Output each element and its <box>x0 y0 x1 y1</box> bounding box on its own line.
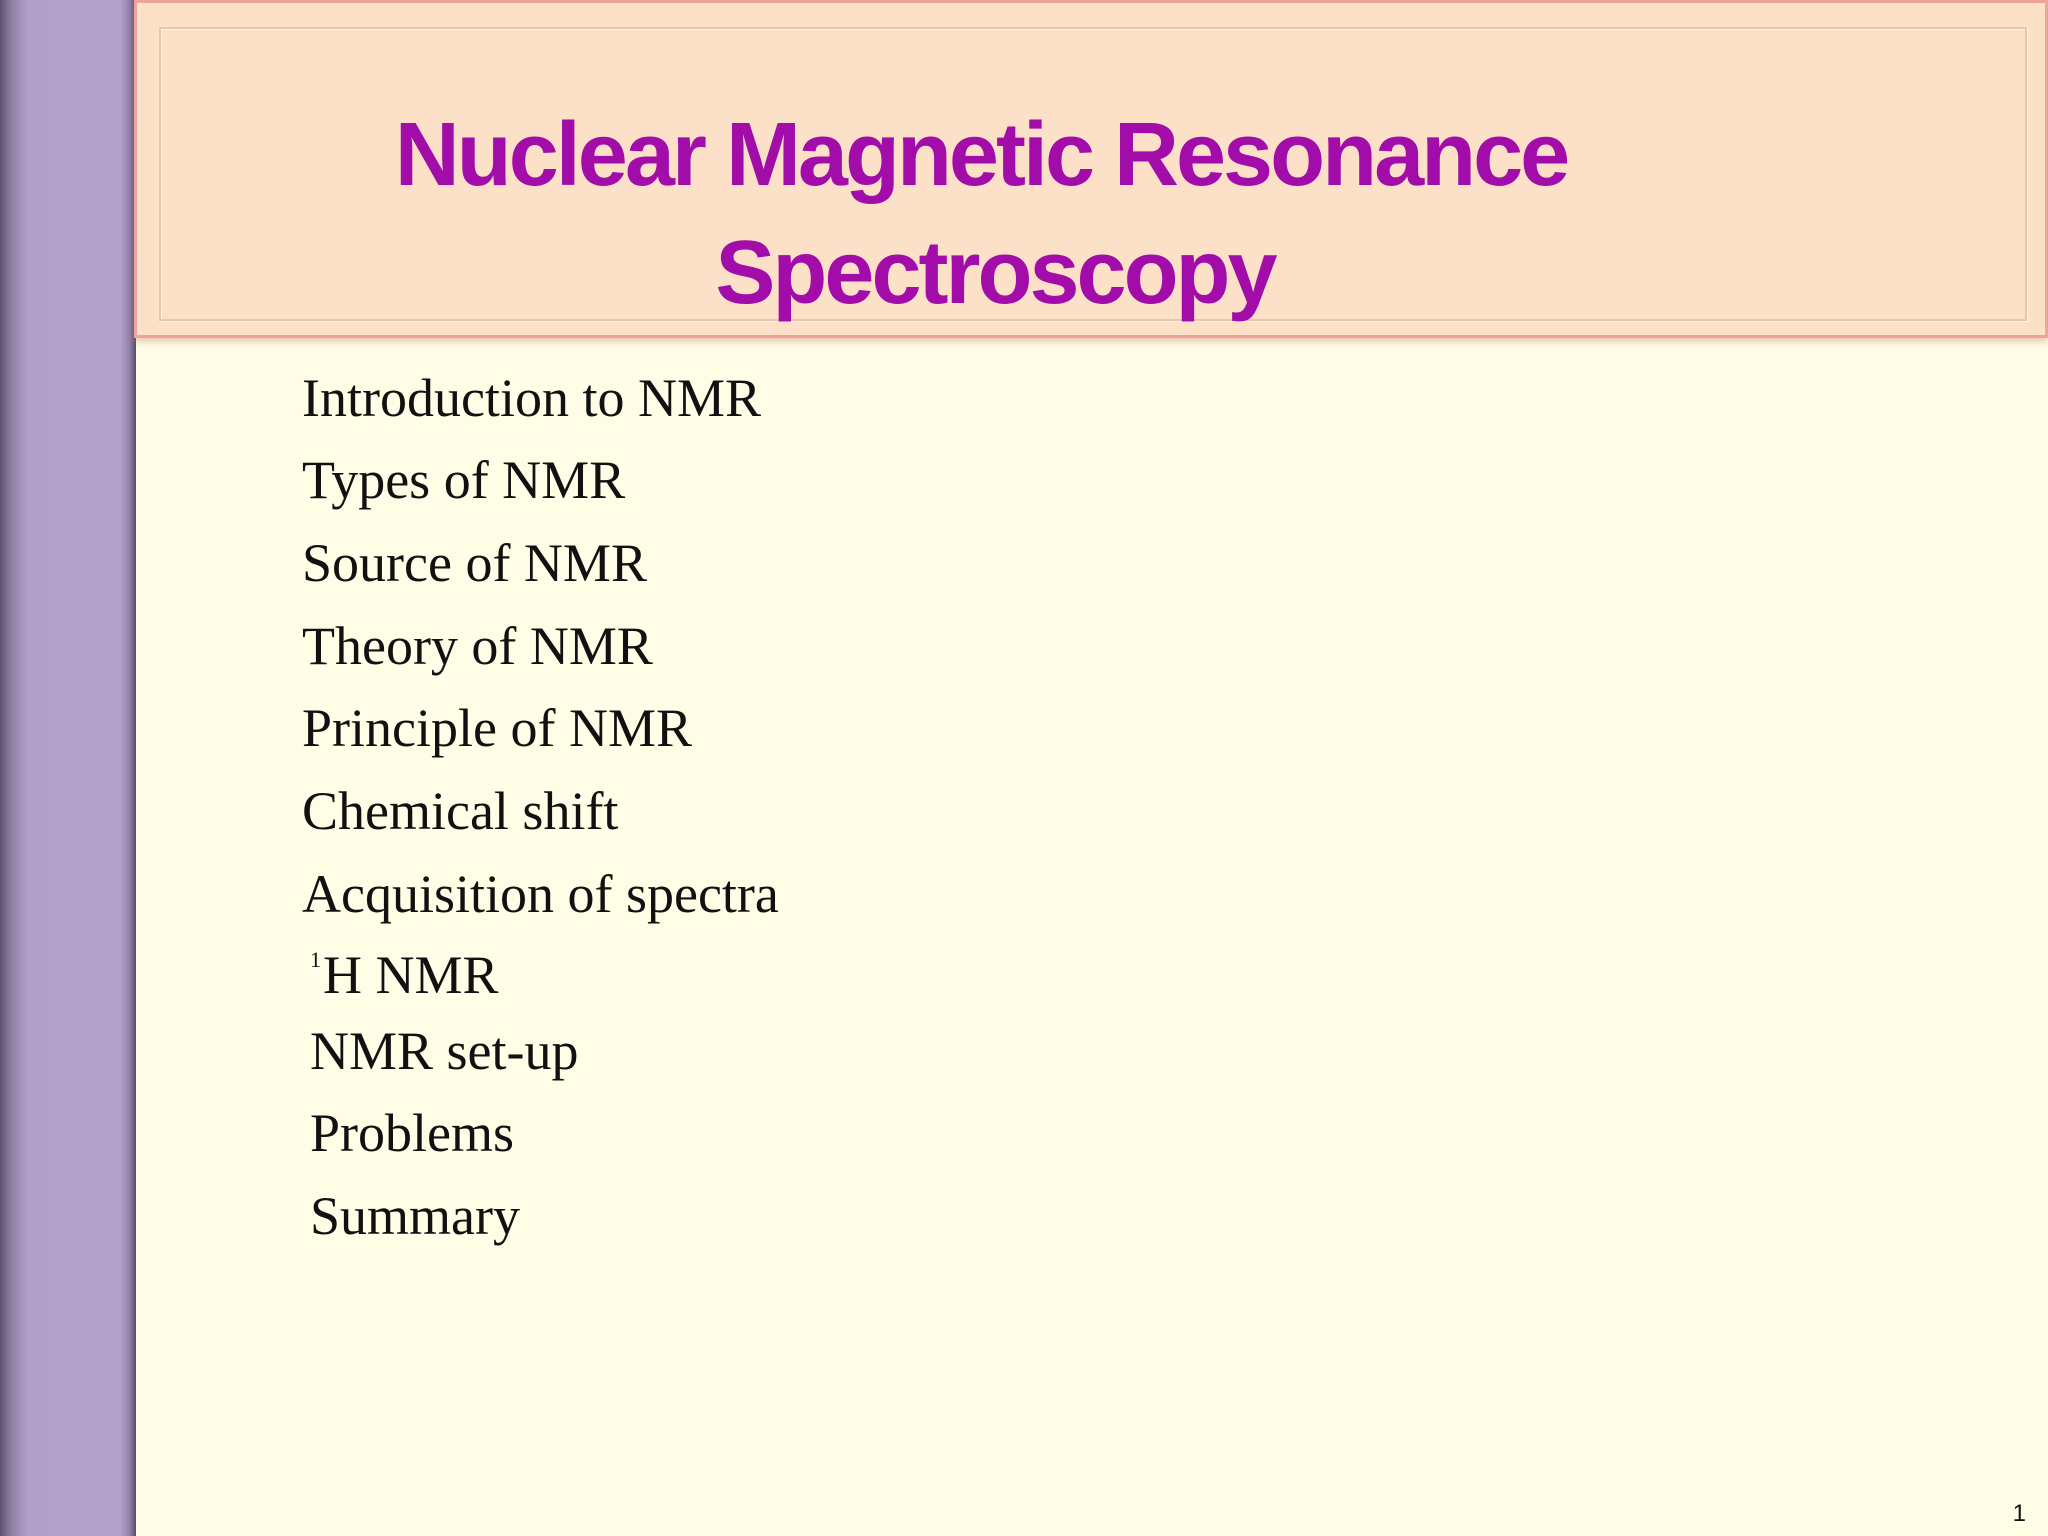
agenda-item: Principle of NMR <box>302 698 692 758</box>
agenda-item: Summary <box>310 1186 520 1246</box>
sidebar-stripe <box>0 0 136 1536</box>
slide-title <box>134 96 1828 332</box>
agenda-item: Introduction to NMR <box>302 368 761 428</box>
superscript-mass-number: 1 <box>310 947 321 972</box>
agenda-item: Problems <box>310 1103 515 1163</box>
agenda-item: Acquisition of spectra <box>302 864 779 924</box>
agenda-item: Source of NMR <box>302 533 647 593</box>
agenda-item: Theory of NMR <box>302 616 653 676</box>
slide-title-line-2: Spectroscopy <box>715 223 1275 323</box>
agenda-item: Chemical shift <box>302 781 619 841</box>
page-number: 1 <box>2012 1500 2026 1527</box>
agenda-item: $^1$H NMR <box>310 945 499 1005</box>
agenda-item: Types of NMR <box>302 450 626 510</box>
agenda-item: NMR set-up <box>310 1021 579 1081</box>
slide-title-line-1: Nuclear Magnetic Resonance <box>394 105 1568 205</box>
